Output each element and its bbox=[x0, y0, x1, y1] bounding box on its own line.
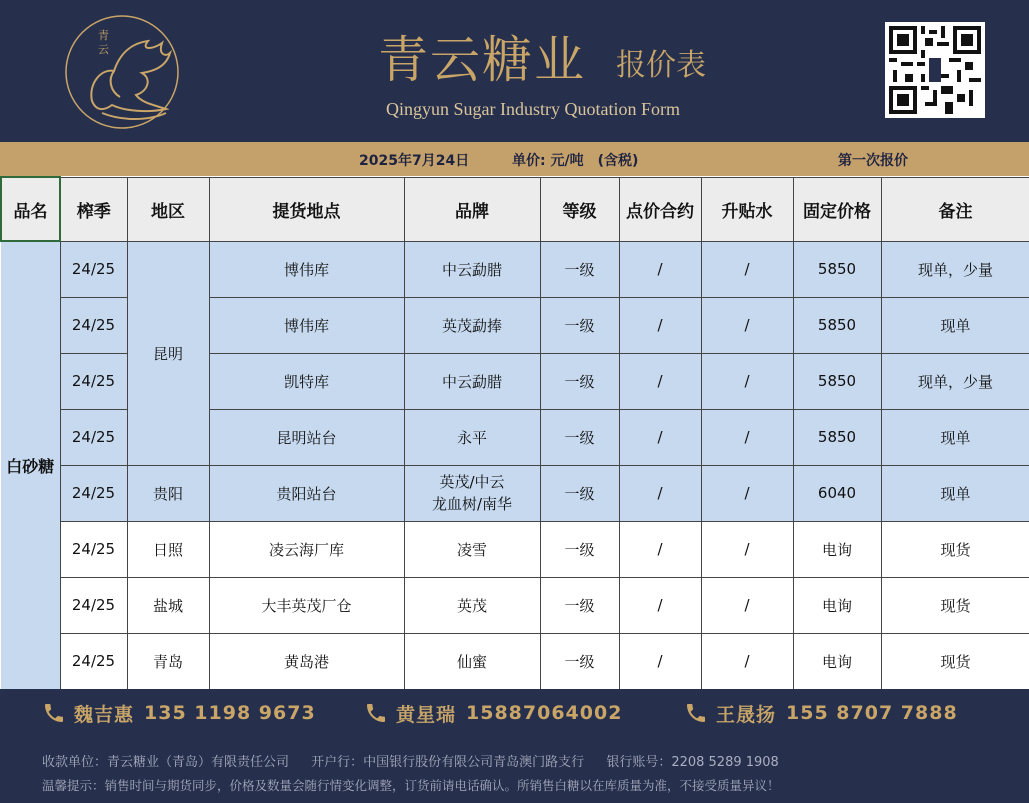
unit-label: 单价: 元/吨 (含税) bbox=[512, 153, 639, 169]
contact-1[interactable] bbox=[42, 701, 316, 725]
column-header[interactable]: 升贴水 bbox=[701, 177, 793, 241]
basis-cell[interactable]: / bbox=[701, 577, 793, 633]
table-row bbox=[1, 465, 1029, 521]
contact-phone[interactable]: 15887064002 bbox=[466, 702, 623, 724]
svg-text:云: 云 bbox=[98, 43, 109, 56]
location-cell[interactable]: 昆明站台 bbox=[209, 409, 404, 465]
table-row bbox=[1, 577, 1029, 633]
contact-phone[interactable]: 155 8707 7888 bbox=[786, 702, 958, 724]
column-header[interactable]: 备注 bbox=[881, 177, 1029, 241]
table-header-row bbox=[1, 177, 1029, 241]
season-cell[interactable]: 24/25 bbox=[60, 297, 127, 353]
contact-phone[interactable]: 135 1198 9673 bbox=[144, 702, 316, 724]
note-cell[interactable]: 现单 bbox=[881, 297, 1029, 353]
location-cell[interactable]: 贵阳站台 bbox=[209, 465, 404, 521]
basis-cell[interactable]: / bbox=[701, 521, 793, 577]
date-bar bbox=[0, 142, 1029, 176]
brand-cell[interactable] bbox=[404, 465, 540, 521]
basis-cell[interactable]: / bbox=[701, 409, 793, 465]
brand-cell[interactable]: 英茂勐捧 bbox=[404, 297, 540, 353]
grade-cell[interactable]: 一级 bbox=[540, 577, 619, 633]
column-header[interactable]: 品名 bbox=[1, 177, 60, 241]
location-cell[interactable]: 黄岛港 bbox=[209, 633, 404, 689]
bank-info bbox=[42, 751, 797, 770]
contract-cell[interactable]: / bbox=[619, 633, 701, 689]
grade-cell[interactable]: 一级 bbox=[540, 521, 619, 577]
contact-2[interactable] bbox=[364, 701, 622, 725]
contact-name: 黄星瑞 bbox=[396, 703, 457, 726]
title-english: Qingyun Sugar Industry Quotation Form bbox=[386, 99, 680, 119]
phone-icon bbox=[42, 701, 66, 725]
brand-cell[interactable]: 英茂 bbox=[404, 577, 540, 633]
note-cell[interactable]: 现单，少量 bbox=[881, 241, 1029, 297]
payee-text: 收款单位：青云糖业（青岛）有限责任公司 bbox=[42, 755, 290, 770]
table-row bbox=[1, 241, 1029, 297]
brand-cell[interactable]: 凌雪 bbox=[404, 521, 540, 577]
grade-cell[interactable]: 一级 bbox=[540, 465, 619, 521]
location-cell[interactable]: 大丰英茂厂仓 bbox=[209, 577, 404, 633]
contract-cell[interactable]: / bbox=[619, 409, 701, 465]
account-text: 银行账号：2208 5289 1908 bbox=[606, 755, 779, 770]
column-header[interactable]: 地区 bbox=[127, 177, 209, 241]
season-cell[interactable]: 24/25 bbox=[60, 409, 127, 465]
product-cell[interactable]: 白砂糖 bbox=[1, 241, 60, 689]
bank-text: 开户行：中国银行股份有限公司青岛澳门路支行 bbox=[311, 755, 585, 770]
contract-cell[interactable]: / bbox=[619, 577, 701, 633]
quote-date: 2025年7月24日 bbox=[359, 153, 470, 169]
grade-cell[interactable]: 一级 bbox=[540, 633, 619, 689]
footer bbox=[0, 689, 1029, 803]
basis-cell[interactable]: / bbox=[701, 465, 793, 521]
price-cell[interactable]: 6040 bbox=[793, 465, 881, 521]
contract-cell[interactable]: / bbox=[619, 241, 701, 297]
brand-cell[interactable]: 中云勐腊 bbox=[404, 353, 540, 409]
location-cell[interactable]: 博伟库 bbox=[209, 297, 404, 353]
brand-cell[interactable]: 中云勐腊 bbox=[404, 241, 540, 297]
season-cell[interactable]: 24/25 bbox=[60, 633, 127, 689]
grade-cell[interactable]: 一级 bbox=[540, 241, 619, 297]
brand-cell[interactable]: 仙蜜 bbox=[404, 633, 540, 689]
location-cell[interactable]: 凌云海厂库 bbox=[209, 521, 404, 577]
basis-cell[interactable]: / bbox=[701, 633, 793, 689]
note-cell[interactable]: 现货 bbox=[881, 521, 1029, 577]
table-row bbox=[1, 633, 1029, 689]
grade-cell[interactable]: 一级 bbox=[540, 409, 619, 465]
quotation-table bbox=[0, 176, 1029, 689]
price-cell[interactable]: 电询 bbox=[793, 521, 881, 577]
basis-cell[interactable]: / bbox=[701, 297, 793, 353]
region-cell[interactable]: 青岛 bbox=[127, 633, 209, 689]
price-cell[interactable]: 电询 bbox=[793, 633, 881, 689]
season-cell[interactable]: 24/25 bbox=[60, 521, 127, 577]
contact-name: 王晟扬 bbox=[716, 703, 777, 726]
title-chinese: 青云糖业 bbox=[378, 31, 586, 89]
note-cell[interactable]: 现单，少量 bbox=[881, 353, 1029, 409]
location-cell[interactable]: 凯特库 bbox=[209, 353, 404, 409]
price-cell[interactable]: 5850 bbox=[793, 297, 881, 353]
note-cell[interactable]: 现单 bbox=[881, 409, 1029, 465]
region-cell[interactable]: 日照 bbox=[127, 521, 209, 577]
season-cell[interactable]: 24/25 bbox=[60, 465, 127, 521]
contract-cell[interactable]: / bbox=[619, 465, 701, 521]
note-cell[interactable]: 现货 bbox=[881, 577, 1029, 633]
contact-name: 魏吉惠 bbox=[74, 703, 135, 726]
grade-cell[interactable]: 一级 bbox=[540, 297, 619, 353]
contract-cell[interactable]: / bbox=[619, 353, 701, 409]
contract-cell[interactable]: / bbox=[619, 521, 701, 577]
location-cell[interactable]: 博伟库 bbox=[209, 241, 404, 297]
note-cell[interactable]: 现单 bbox=[881, 465, 1029, 521]
brand-cell[interactable]: 永平 bbox=[404, 409, 540, 465]
column-header[interactable]: 品牌 bbox=[404, 177, 540, 241]
phone-icon bbox=[684, 701, 708, 725]
qr-code-icon[interactable] bbox=[885, 22, 985, 118]
region-cell[interactable]: 盐城 bbox=[127, 577, 209, 633]
contact-3[interactable] bbox=[684, 701, 958, 725]
price-cell[interactable]: 5850 bbox=[793, 409, 881, 465]
contract-cell[interactable]: / bbox=[619, 297, 701, 353]
warm-tip: 温馨提示：销售时间与期货同步，价格及数量会随行情变化调整，订货前请电话确认。所销售白糖以在库质量为准，不接受质量异议！ bbox=[42, 778, 780, 793]
region-cell[interactable]: 贵阳 bbox=[127, 465, 209, 521]
column-header[interactable]: 提货地点 bbox=[209, 177, 404, 241]
brand-line: 英茂/中云 bbox=[439, 473, 505, 491]
column-header[interactable]: 固定价格 bbox=[793, 177, 881, 241]
basis-cell[interactable]: / bbox=[701, 241, 793, 297]
season-cell[interactable]: 24/25 bbox=[60, 241, 127, 297]
phoenix-logo-icon bbox=[62, 13, 182, 131]
quote-round: 第一次报价 bbox=[838, 153, 908, 169]
season-cell[interactable]: 24/25 bbox=[60, 353, 127, 409]
region-cell[interactable]: 昆明 bbox=[127, 241, 209, 465]
season-cell[interactable]: 24/25 bbox=[60, 577, 127, 633]
note-cell[interactable]: 现货 bbox=[881, 633, 1029, 689]
basis-cell[interactable]: / bbox=[701, 353, 793, 409]
price-cell[interactable]: 电询 bbox=[793, 577, 881, 633]
price-cell[interactable]: 5850 bbox=[793, 241, 881, 297]
brand-line: 龙血树/南华 bbox=[431, 495, 513, 513]
price-cell[interactable]: 5850 bbox=[793, 353, 881, 409]
grade-cell[interactable]: 一级 bbox=[540, 353, 619, 409]
column-header[interactable]: 榨季 bbox=[60, 177, 127, 241]
table-row bbox=[1, 521, 1029, 577]
column-header[interactable]: 等级 bbox=[540, 177, 619, 241]
header-banner bbox=[0, 0, 1029, 142]
title-chinese-sub: 报价表 bbox=[616, 48, 706, 83]
column-header[interactable]: 点价合约 bbox=[619, 177, 701, 241]
svg-text:青: 青 bbox=[98, 29, 109, 42]
phone-icon bbox=[364, 701, 388, 725]
